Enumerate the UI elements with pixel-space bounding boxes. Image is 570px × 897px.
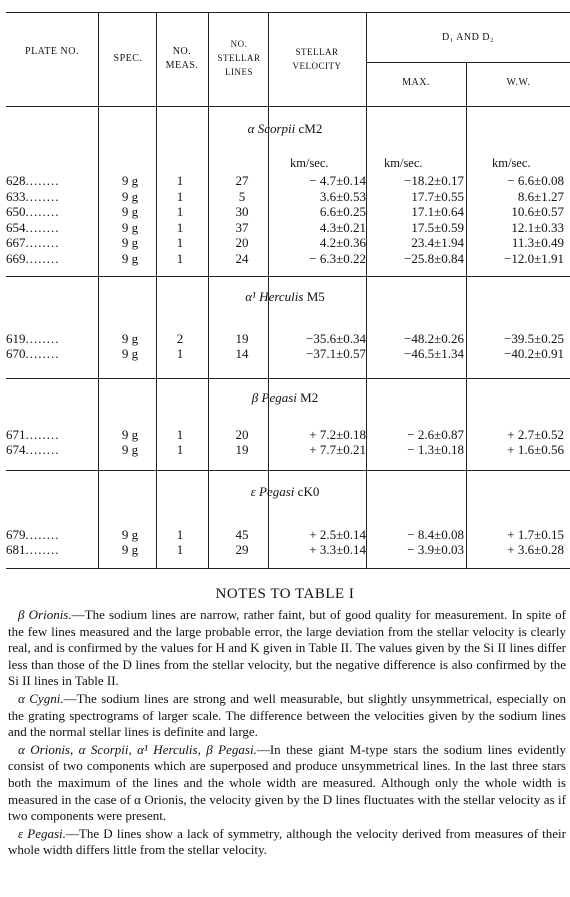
cell-no-meas: 1 — [176, 527, 184, 542]
leader-dots: ........ — [25, 331, 60, 346]
cell-no-meas: 1 — [176, 251, 184, 266]
table-bottom-rule — [6, 568, 570, 569]
cell-d-ww: −12.0±1.91 — [504, 251, 564, 266]
cell-d-max: 23.4±1.94 — [411, 235, 464, 251]
cell-no-lines: 37 — [235, 219, 249, 235]
cell-spec: 9 g — [121, 188, 139, 204]
group-title-beta-pegasi: β Pegasi M2 — [251, 390, 319, 405]
plate-number: 619 — [6, 331, 26, 346]
cell-no-meas: 1 — [176, 346, 184, 361]
cell-spec: 9 g — [121, 251, 139, 266]
cell-d-ww: −39.5±0.25 — [504, 331, 564, 346]
cell-d-max: − 8.4±0.08 — [407, 527, 464, 542]
cell-no-meas: 1 — [176, 427, 184, 442]
header-spec: SPEC. — [113, 53, 143, 64]
note-paragraph: α Orionis, α Scorpii, α¹ Herculis, β Pegasi.—In these giant M-type stars the sodium lines evidently consist of two components which are superposed and produce unsymmetrical lines. In the last three stars both the maximum of the lines and the whole width are measured. Although only the whole width is measured in the case of α Orionis, the velocity given by the D lines fluctuates with the stellar velocity as if two components were present. — [8, 741, 567, 824]
cell-stellar-velocity: + 7.7±0.21 — [309, 442, 366, 457]
plate-number: 679 — [6, 527, 26, 542]
header-bottom-rule — [6, 106, 570, 107]
cell-spec: 9 g — [121, 427, 139, 442]
leader-dots: ........ — [25, 188, 60, 204]
cell-no-lines: 5 — [238, 188, 246, 204]
d-lines-subheader-rule — [366, 62, 570, 63]
cell-plate-no — [6, 235, 98, 250]
cell-d-max: −18.2±0.17 — [404, 173, 464, 188]
cell-stellar-velocity: 4.2±0.36 — [319, 235, 366, 251]
cell-plate-no — [6, 204, 98, 219]
cell-d-max: 17.1±0.64 — [411, 204, 464, 220]
cell-stellar-velocity: 4.3±0.21 — [319, 219, 366, 235]
cell-no-lines: 27 — [235, 173, 249, 188]
cell-plate-no — [6, 331, 98, 346]
cell-d-max: 17.7±0.55 — [411, 188, 464, 204]
plate-number: 671 — [6, 427, 26, 442]
header-plate-no: PLATE NO. — [25, 46, 79, 57]
cell-d-max: − 3.9±0.03 — [407, 542, 464, 557]
cell-plate-no — [6, 173, 98, 188]
leader-dots: ........ — [25, 542, 60, 557]
cell-d-max: − 1.3±0.18 — [407, 442, 464, 457]
leader-dots: ........ — [25, 251, 60, 266]
cell-plate-no — [6, 442, 98, 457]
cell-d-ww: 12.1±0.33 — [511, 219, 564, 235]
cell-d-max: −48.2±0.26 — [404, 331, 464, 346]
cell-d-ww: −40.2±0.91 — [504, 346, 564, 361]
notes-body — [8, 607, 566, 860]
header-no-meas: NO. MEAS. — [165, 46, 199, 71]
cell-no-meas: 1 — [176, 204, 184, 220]
cell-d-max: −25.8±0.84 — [404, 251, 464, 266]
leader-dots: ........ — [25, 173, 60, 188]
cell-no-lines: 14 — [235, 346, 249, 361]
cell-spec: 9 g — [121, 235, 139, 251]
cell-spec: 9 g — [121, 346, 139, 361]
cell-stellar-velocity: − 6.3±0.22 — [309, 251, 366, 266]
cell-stellar-velocity: + 7.2±0.18 — [309, 427, 366, 442]
cell-d-ww: + 2.7±0.52 — [507, 427, 564, 442]
cell-no-lines: 45 — [235, 527, 249, 542]
cell-d-ww: + 1.6±0.56 — [507, 442, 564, 457]
cell-no-meas: 1 — [176, 442, 184, 457]
note-paragraph: α Cygni.—The sodium lines are strong and well measurable, but slightly unsymmetrical, especially on the grating spectrograms of larger scale. The difference between the velocities given by the sodium lines and the normal stellar lines is definite and large. — [8, 690, 566, 740]
leader-dots: ........ — [25, 204, 60, 220]
cell-no-meas: 1 — [176, 219, 184, 235]
plate-number: 654 — [6, 219, 26, 235]
leader-dots: ........ — [25, 442, 60, 457]
cell-d-ww: − 6.6±0.08 — [507, 173, 564, 188]
unit-label-velocity: km/sec. — [290, 156, 329, 170]
cell-spec: 9 g — [121, 204, 139, 220]
group-title-alpha-scorpii: α Scorpii cM2 — [247, 121, 323, 136]
cell-spec: 9 g — [121, 442, 139, 457]
header-max: MAX. — [402, 77, 430, 88]
cell-no-lines: 29 — [235, 542, 249, 557]
cell-plate-no — [6, 189, 98, 204]
cell-d-max: −46.5±1.34 — [404, 346, 464, 361]
cell-stellar-velocity: + 3.3±0.14 — [309, 542, 366, 557]
cell-d-ww: 8.6±1.27 — [517, 188, 564, 204]
plate-number: 674 — [6, 442, 26, 457]
cell-d-ww: + 3.6±0.28 — [507, 542, 564, 557]
note-paragraph: ε Pegasi.—The D lines show a lack of symmetry, although the velocity derived from measures of their whole width differs little from the stellar velocity. — [8, 825, 566, 858]
group-rule — [6, 470, 570, 471]
cell-stellar-velocity: + 2.5±0.14 — [309, 527, 366, 542]
cell-plate-no — [6, 542, 98, 557]
cell-d-ww: + 1.7±0.15 — [507, 527, 564, 542]
plate-number: 667 — [6, 235, 26, 251]
cell-plate-no — [6, 527, 98, 542]
cell-d-max: 17.5±0.59 — [411, 219, 464, 235]
cell-plate-no — [6, 220, 98, 235]
cell-d-ww: 11.3±0.49 — [511, 235, 564, 251]
cell-no-lines: 24 — [235, 251, 249, 266]
header-no-stellar-lines: NO. STELLAR LINES — [217, 39, 261, 77]
leader-dots: ........ — [25, 427, 60, 442]
leader-dots: ........ — [25, 219, 60, 235]
cell-spec: 9 g — [121, 331, 139, 346]
leader-dots: ........ — [25, 346, 60, 361]
plate-number: 650 — [6, 204, 26, 220]
cell-no-lines: 20 — [235, 235, 249, 251]
group-rule — [6, 378, 570, 379]
cell-stellar-velocity: − 4.7±0.14 — [309, 173, 366, 188]
cell-no-lines: 19 — [235, 331, 249, 346]
cell-spec: 9 g — [121, 219, 139, 235]
cell-no-lines: 20 — [235, 427, 249, 442]
cell-stellar-velocity: −37.1±0.57 — [306, 346, 366, 361]
header-stellar-velocity: STELLAR VELOCITY — [292, 47, 342, 71]
leader-dots: ........ — [25, 527, 60, 542]
group-title-alpha-herculis: α¹ Herculis M5 — [245, 289, 325, 304]
leader-dots: ........ — [25, 235, 60, 251]
plate-number: 628 — [6, 173, 26, 188]
cell-d-max: − 2.6±0.87 — [407, 427, 464, 442]
cell-spec: 9 g — [121, 542, 139, 557]
group-title-epsilon-pegasi: ε Pegasi cK0 — [250, 484, 320, 499]
plate-number: 670 — [6, 346, 26, 361]
plate-number: 633 — [6, 188, 26, 204]
cell-no-meas: 1 — [176, 188, 184, 204]
cell-no-meas: 1 — [176, 542, 184, 557]
cell-stellar-velocity: 3.6±0.53 — [319, 188, 366, 204]
cell-no-lines: 30 — [235, 204, 249, 220]
cell-plate-no — [6, 346, 98, 361]
notes-title: NOTES TO TABLE I — [215, 586, 355, 602]
cell-no-meas: 2 — [176, 331, 184, 346]
cell-d-ww: 10.6±0.57 — [511, 204, 564, 220]
note-paragraph: β Orionis.—The sodium lines are narrow, rather faint, but of good quality for measurement. In spite of the few lines measured and the large probable error, the large deviation from the stellar velocity is clearly real, and is confirmed by the values for H and K given in Table II. The values given by the Si II lines differ less than those of the D lines from the stellar velocity, but the negative difference is also confirmed by the Si II lines in Table II. — [8, 607, 566, 689]
unit-label-ww: km/sec. — [492, 156, 531, 170]
header-ww: W.W. — [506, 77, 531, 88]
cell-spec: 9 g — [121, 173, 139, 188]
cell-plate-no — [6, 427, 98, 442]
table-top-rule — [6, 12, 570, 13]
group-rule — [6, 276, 570, 277]
cell-stellar-velocity: −35.6±0.34 — [306, 331, 366, 346]
cell-spec: 9 g — [121, 527, 139, 542]
plate-number: 669 — [6, 251, 26, 266]
cell-stellar-velocity: 6.6±0.25 — [319, 204, 366, 220]
unit-label-max: km/sec. — [384, 156, 423, 170]
header-d-lines: D₁ AND D₂ — [441, 32, 495, 43]
cell-no-meas: 1 — [176, 235, 184, 251]
cell-no-lines: 19 — [235, 442, 249, 457]
plate-number: 681 — [6, 542, 26, 557]
cell-no-meas: 1 — [176, 173, 184, 188]
cell-plate-no — [6, 251, 98, 266]
